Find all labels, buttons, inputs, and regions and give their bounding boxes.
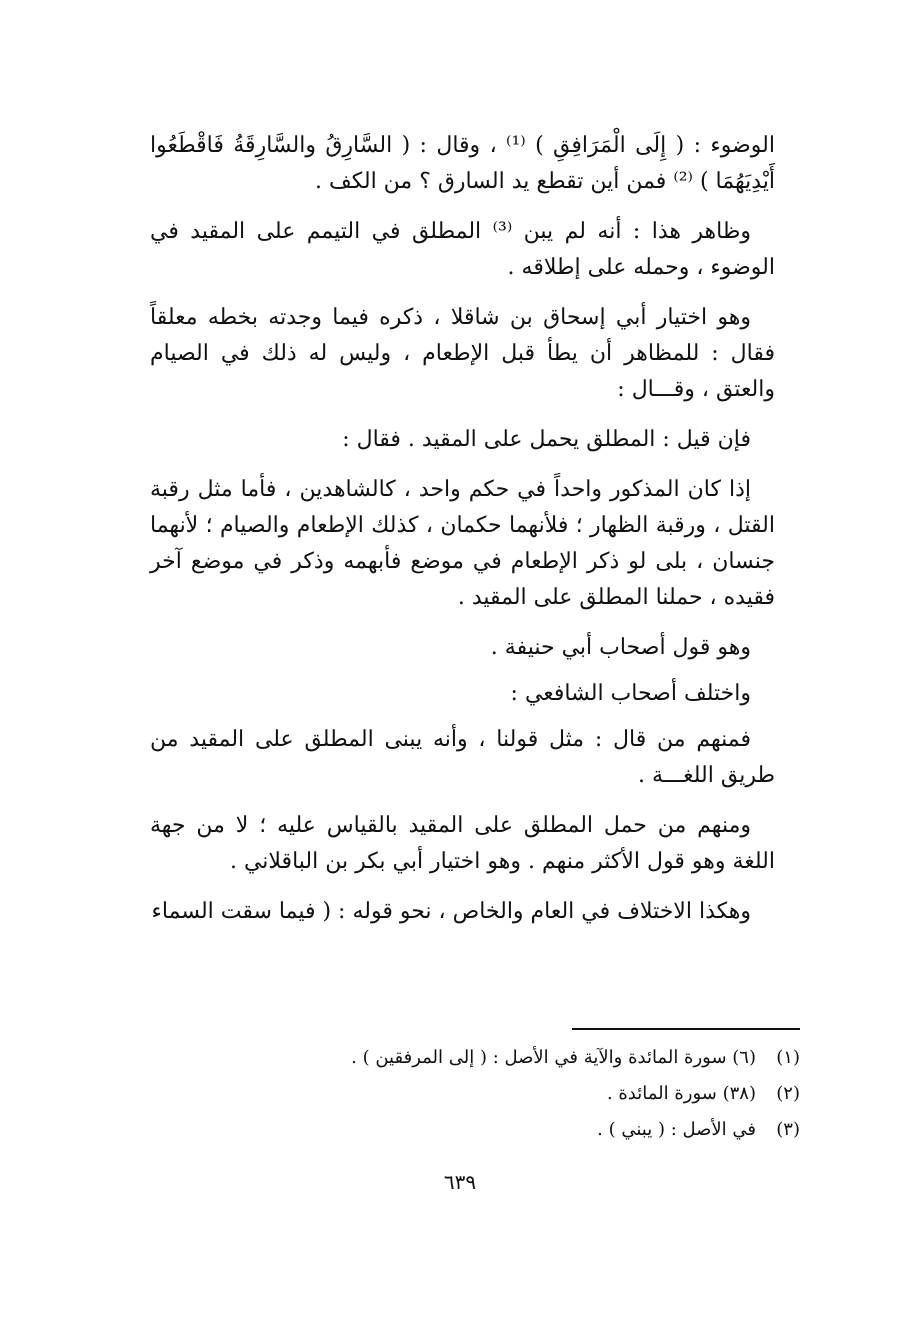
footnote-number: (٢) bbox=[776, 1083, 800, 1104]
paragraph-3: وهو اختيار أبي إسحاق بن شاقلا ، ذكره فيما وجدته بخطه معلقاً فقال : للمظاهر أن يطأ قبل الإطعام ، وليس له ذلك في الصيام والعتق ، وقـــال : bbox=[150, 305, 775, 402]
footnote-3 bbox=[300, 1112, 800, 1148]
footnote-number: (٣) bbox=[776, 1119, 800, 1140]
paragraph-9: ومنهم من حمل المطلق على المقيد بالقياس عليه ؛ لا من جهة اللغة وهو قول الأكثر منهم . وهو اختيار أبي بكر بن الباقلاني . bbox=[150, 813, 775, 874]
paragraph-5: إذا كان المذكور واحداً في حكم واحد ، كالشاهدين ، فأما مثل رقبة القتل ، ورقبة الظهار ؛ فلأنهما حكمان ، كذلك الإطعام والصيام ؛ لأنهما جنسان ، بلى لو ذكر الإطعام في موضع فأبهمه وذكر في موضع آخر فقيده ، حملنا المطلق على المقيد . bbox=[150, 477, 775, 610]
footnote-text: (٦) سورة المائدة والآية في الأصل : ( إلى المرفقين ) . bbox=[351, 1047, 756, 1068]
footnote-number: (١) bbox=[776, 1047, 800, 1068]
paragraph-4: فإن قيل : المطلق يحمل على المقيد . فقال : bbox=[342, 427, 751, 452]
page-body bbox=[150, 128, 775, 944]
paragraph-7: واختلف أصحاب الشافعي : bbox=[510, 681, 751, 706]
paragraph-2: وظاهر هذا : أنه لم يبن ⁽³⁾ المطلق في التيمم على المقيد في الوضوء ، وحمله على إطلاقه . bbox=[150, 219, 775, 280]
paragraph-8: فمنهم من قال : مثل قولنا ، وأنه يبنى المطلق على المقيد من طريق اللغـــة . bbox=[150, 727, 775, 788]
footnote-1 bbox=[300, 1040, 800, 1076]
footnotes bbox=[300, 1040, 800, 1148]
page-number: ٦٣٩ bbox=[443, 1170, 477, 1194]
footnote-separator bbox=[572, 1028, 800, 1030]
footnote-2 bbox=[300, 1076, 800, 1112]
paragraph-6: وهو قول أصحاب أبي حنيفة . bbox=[490, 635, 751, 660]
footnote-text: في الأصل : ( يبني ) . bbox=[597, 1119, 756, 1140]
paragraph-10: وهكذا الاختلاف في العام والخاص ، نحو قوله : ( فيما سقت السماء bbox=[151, 899, 751, 924]
footnote-text: (٣٨) سورة المائدة . bbox=[606, 1083, 756, 1104]
paragraph-1: الوضوء : ( إِلَى الْمَرَافِقِ ) ⁽¹⁾ ، وقال : ( السَّارِقُ والسَّارِقَةُ فَاقْطَعُوا أَيْدِيَهُمَا ) ⁽²⁾ فمن أين تقطع يد السارق ؟ من الكف . bbox=[150, 133, 775, 194]
